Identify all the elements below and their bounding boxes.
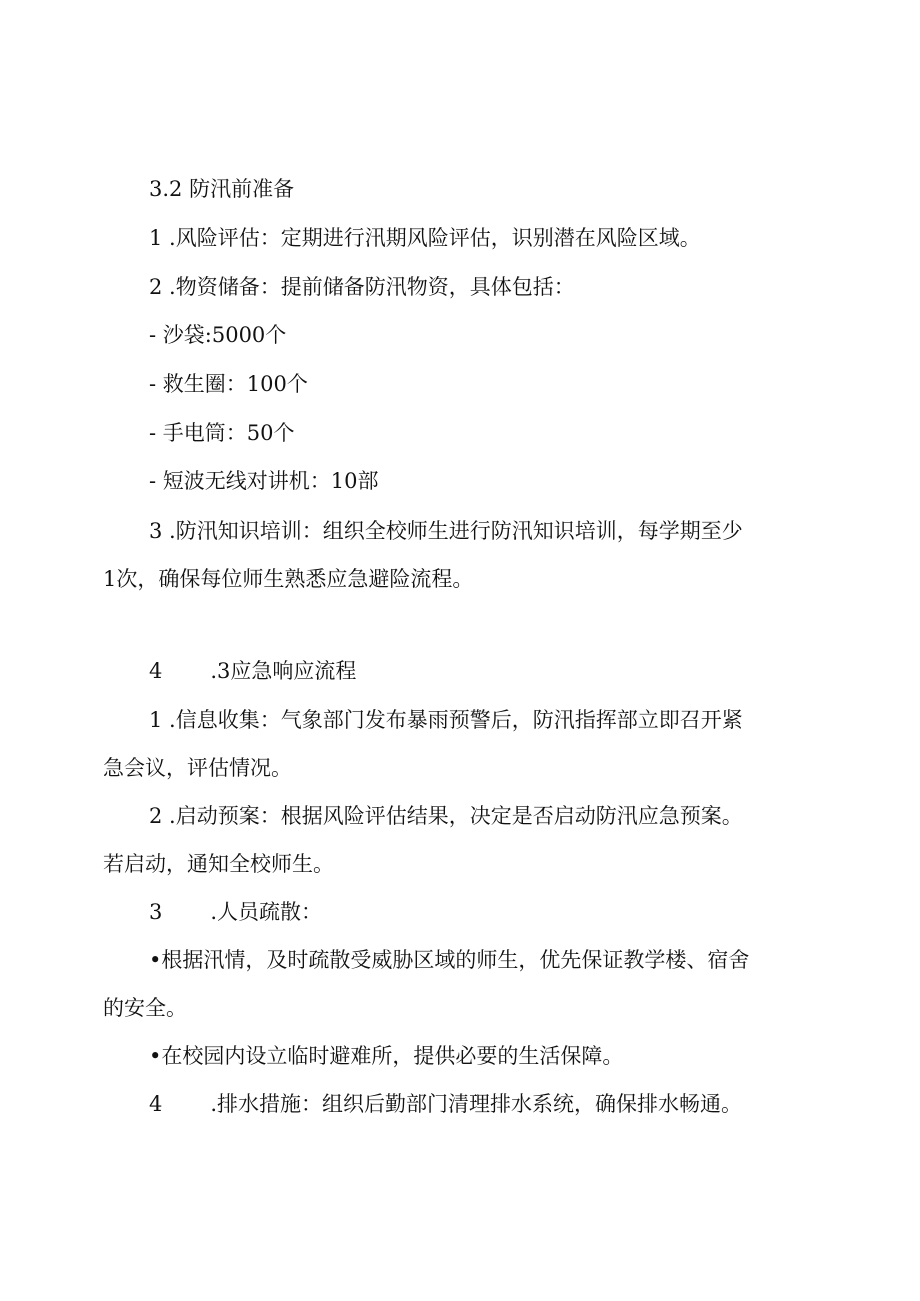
section-heading-text: .3应急响应流程 [210,659,357,683]
list-item-plan-line2: 若启动，通知全校师生。 [103,852,334,876]
supply-item-flashlights: - 手电筒：50个 [149,421,295,445]
list-item-number: 4 [149,1092,163,1116]
list-item-evacuation [149,897,869,927]
bullet-evac2: •在校园内设立临时避难所，提供必要的生活保障。 [149,1044,624,1068]
list-item-training-line1: 3 .防汛知识培训：组织全校师生进行防汛知识培训，每学期至少 [149,519,743,543]
supply-item-radios: - 短波无线对讲机：10部 [149,469,379,493]
supply-item-sandbags: - 沙袋:5000个 [149,323,287,347]
section-heading-number: 4 [149,659,163,683]
supply-item-lifebuoys: - 救生圈：100个 [149,372,308,396]
section-heading-3-2: 3.2 防汛前准备 [149,177,295,201]
list-item-info-line1: 1 .信息收集：气象部门发布暴雨预警后，防汛指挥部立即召开紧 [149,708,743,732]
list-item-number: 3 [149,900,163,924]
list-item-text: .排水措施：组织后勤部门清理排水系统，确保排水畅通。 [210,1092,743,1116]
bullet-evac1-line2: 的安全。 [103,996,187,1020]
list-item-supplies: 2 .物资储备：提前储备防汛物资，具体包括： [149,275,575,299]
bullet-evac1-line1: •根据汛情，及时疏散受威胁区域的师生，优先保证教学楼、宿舍 [149,948,750,972]
list-item-training-line2: 1次，确保每位师生熟悉应急避险流程。 [103,567,474,591]
list-item-drainage [149,1089,869,1119]
list-item-risk-assessment: 1 .风险评估：定期进行汛期风险评估，识别潜在风险区域。 [149,226,701,250]
list-item-plan-line1: 2 .启动预案：根据风险评估结果，决定是否启动防汛应急预案。 [149,804,743,828]
list-item-text: .人员疏散： [210,900,323,924]
list-item-info-line2: 急会议，评估情况。 [103,756,292,780]
section-heading-4-3 [149,656,869,686]
